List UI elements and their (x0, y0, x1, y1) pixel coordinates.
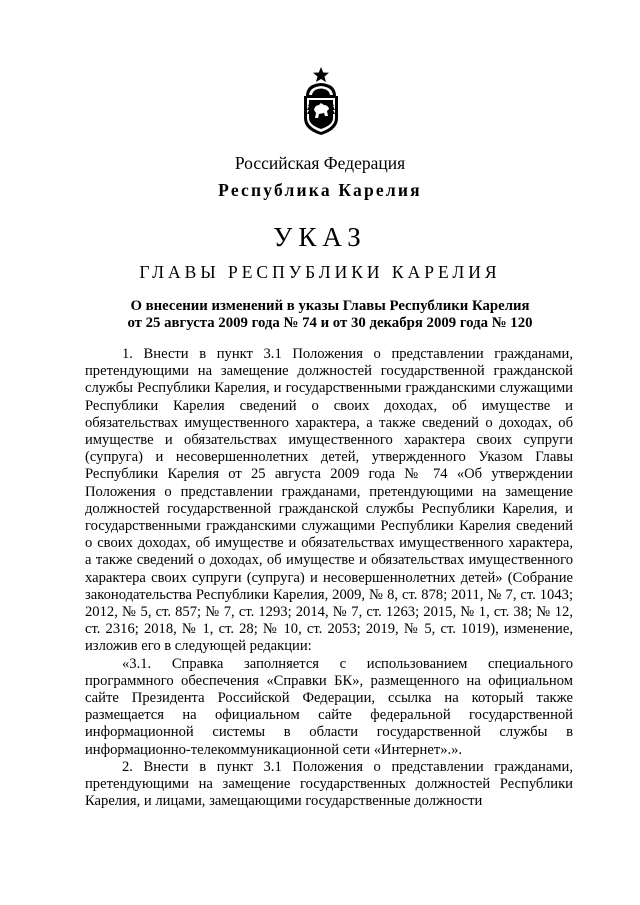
paragraph-2: «3.1. Справка заполняется с использованием специального программного обеспечения «Справки БК», размещенного на официальном сайте Президента Российской Федерации, ссылка на который также размещается на официальном сайте федеральной государственной информационной системы в области государственной службы в информационно-телекоммуникационной сети «Интернет».». (85, 655, 573, 758)
title-line-2: от 25 августа 2009 года № 74 и от 30 декабря 2009 года № 120 (127, 315, 533, 331)
paragraph-1: 1. Внести в пункт 3.1 Положения о представлении гражданами, претендующими на замещение должностей государственной гражданской службы Республики Карелия, и государственными гражданскими служащими Республики Карелия сведений о своих доходах, об имуществе и обязательствах имущественного характера, а также сведений о доходах, об имуществе и обязательствах имущественного характера своих супруги (супруга) и несовершеннолетних детей, утвержденного Указом Главы Республики Карелия от 25 августа 2009 года № 74 «Об утверждении Положения о представлении гражданами, претендующими на замещение должностей государственной гражданской службы Республики Карелия, и государственными гражданскими служащими Республики Карелия сведений о своих доходах, об имуществе и обязательствах имущественного характера, а также сведений о доходах, об имуществе и обязательствах имущественного характера своих супруги (супруга) и несовершеннолетних детей» (Собрание законодательства Республики Карелия, 2009, № 8, ст. 878; 2011, № 7, ст. 1043; 2012, № 5, ст. 857; № 7, ст. 1293; 2014, № 7, ст. 1263; 2015, № 1, ст. 38; № 12, ст. 2316; 2018, № 1, ст. 28; № 10, ст. 2053; 2019, № 5, ст. 1019), изменение, изложив его в следующей редакции: (85, 346, 573, 655)
document-title (85, 298, 575, 332)
issuer-name: ГЛАВЫ РЕСПУБЛИКИ КАРЕЛИЯ (139, 262, 501, 282)
title-line-1: О внесении изменений в указы Главы Республики Карелия (130, 298, 530, 314)
document-body (85, 346, 573, 810)
republic-name: Республика Карелия (218, 180, 422, 200)
country-name: Российская Федерация (234, 153, 406, 173)
document-type: УКАЗ (273, 222, 367, 252)
coat-of-arms-emblem (297, 66, 345, 136)
paragraph-3: 2. Внести в пункт 3.1 Положения о представлении гражданами, претендующими на замещение государственных должностей Республики Карелия, и лицами, замещающими государственные должности (85, 758, 573, 810)
